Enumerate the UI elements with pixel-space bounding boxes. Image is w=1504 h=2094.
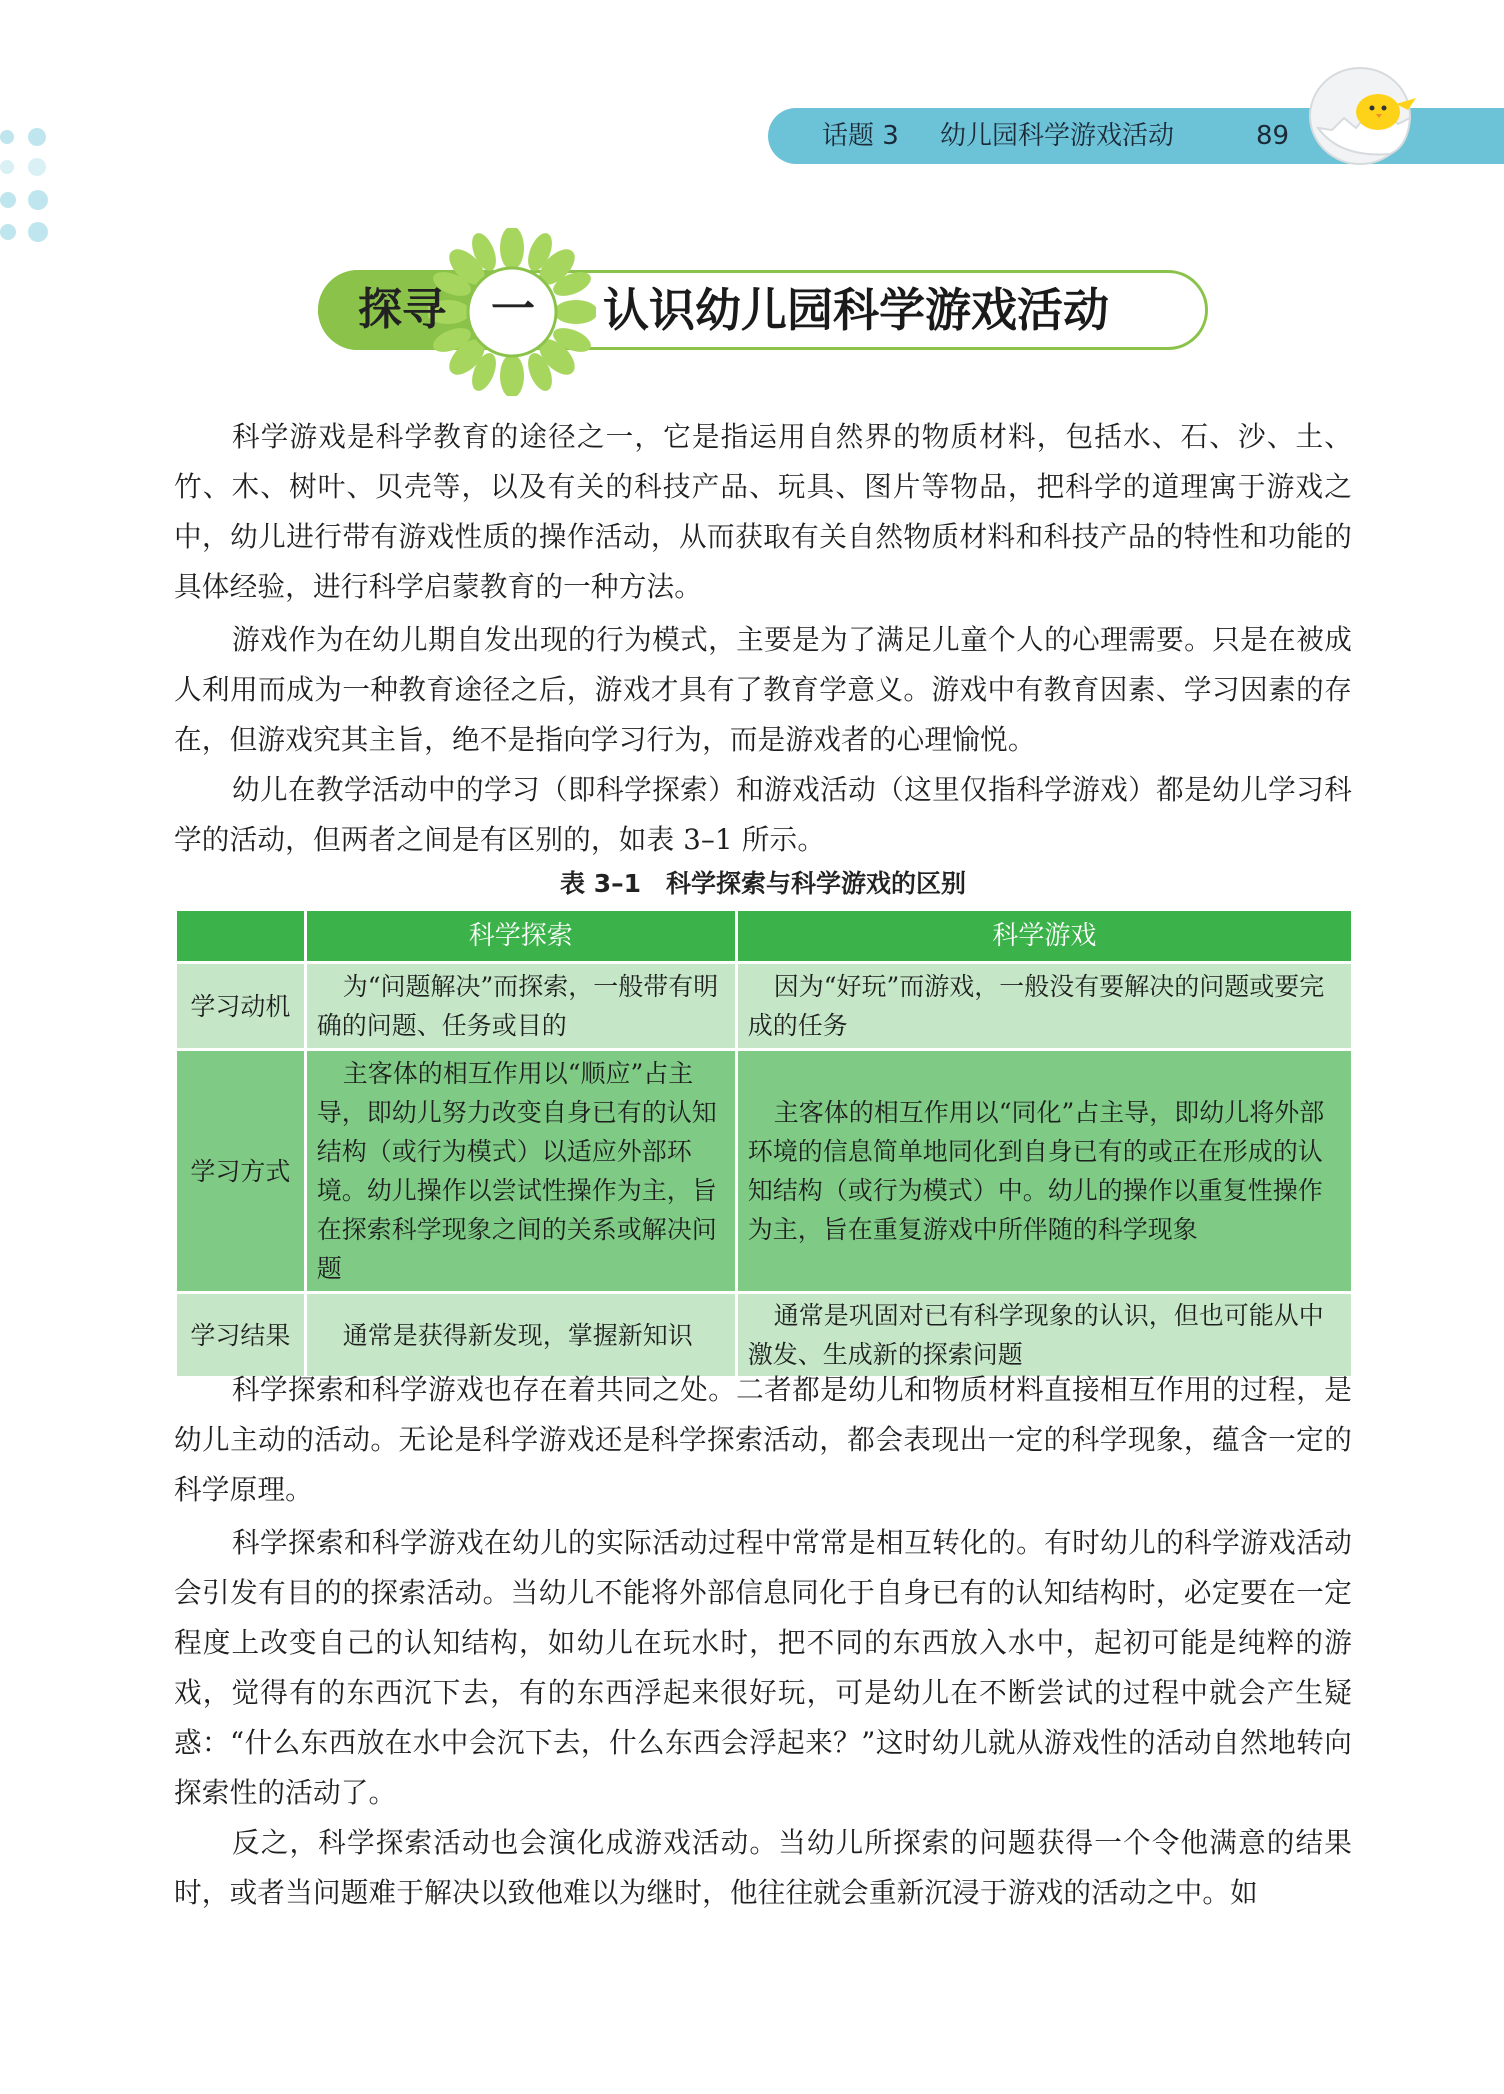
page-title: 认识幼儿园科学游戏活动	[603, 283, 1109, 337]
row-label: 学习方式	[176, 1050, 306, 1293]
table-cell: 通常是巩固对已有科学现象的认识，但也可能从中激发、生成新的探索问题	[736, 1293, 1352, 1378]
table-header-cell: 科学探索	[305, 910, 736, 963]
chick-egg-icon	[1300, 58, 1440, 168]
table-caption: 表 3–1 科学探索与科学游戏的区别	[560, 869, 966, 898]
paragraph: 科学探索和科学游戏也存在着共同之处。二者都是幼儿和物质材料直接相互作用的过程，是幼儿主动的活动。无论是科学游戏还是科学探索活动，都会表现出一定的科学现象，蕴含一定的科学原理。	[174, 1373, 1352, 1506]
section-tag: 探寻	[358, 284, 446, 335]
row-label: 学习动机	[176, 963, 306, 1050]
comparison-table	[174, 908, 1354, 1379]
section-title	[318, 222, 1218, 392]
table-header-row	[176, 910, 1353, 963]
table-cell: 因为“好玩”而游戏，一般没有要解决的问题或要完成的任务	[736, 963, 1352, 1050]
table-cell: 主客体的相互作用以“顺应”占主导，即幼儿努力改变自身已有的认知结构（或行为模式）以适应外部环境。幼儿操作以尝试性操作为主，旨在探索科学现象之间的关系或解决问题	[305, 1050, 736, 1293]
table-row	[176, 963, 1353, 1050]
table-header-cell	[176, 910, 306, 963]
paragraph: 科学游戏是科学教育的途径之一，它是指运用自然界的物质材料，包括水、石、沙、土、竹、木、树叶、贝壳等，以及有关的科技产品、玩具、图片等物品，把科学的道理寓于游戏之中，幼儿进行带有游戏性质的操作活动，从而获取有关自然物质材料和科技产品的特性和功能的具体经验，进行科学启蒙教育的一种方法。	[174, 420, 1352, 603]
page-number: 89	[1256, 121, 1290, 151]
paragraph: 反之，科学探索活动也会演化成游戏活动。当幼儿所探索的问题获得一个令他满意的结果时，或者当问题难于解决以致他难以为继时，他往往就会重新沉浸于游戏的活动之中。如	[174, 1826, 1352, 1909]
table-row	[176, 1050, 1353, 1293]
table-cell: 通常是获得新发现，掌握新知识	[305, 1293, 736, 1378]
table-cell: 为“问题解决”而探索，一般带有明确的问题、任务或目的	[305, 963, 736, 1050]
section-number: 一	[491, 284, 535, 335]
header-section: 幼儿园科学游戏活动	[940, 121, 1175, 151]
header-topic: 话题 3	[822, 121, 899, 151]
decorative-dots	[0, 120, 60, 250]
paragraph: 幼儿在教学活动中的学习（即科学探索）和游戏活动（这里仅指科学游戏）都是幼儿学习科学的活动，但两者之间是有区别的，如表 3–1 所示。	[174, 773, 1352, 856]
table-header-cell: 科学游戏	[736, 910, 1352, 963]
table-cell: 主客体的相互作用以“同化”占主导，即幼儿将外部环境的信息简单地同化到自身已有的或正在形成的认知结构（或行为模式）中。幼儿的操作以重复性操作为主，旨在重复游戏中所伴随的科学现象	[736, 1050, 1352, 1293]
paragraph: 游戏作为在幼儿期自发出现的行为模式，主要是为了满足儿童个人的心理需要。只是在被成人利用而成为一种教育途径之后，游戏才具有了教育学意义。游戏中有教育因素、学习因素的存在，但游戏究其主旨，绝不是指向学习行为，而是游戏者的心理愉悦。	[174, 623, 1352, 756]
paragraph: 科学探索和科学游戏在幼儿的实际活动过程中常常是相互转化的。有时幼儿的科学游戏活动会引发有目的的探索活动。当幼儿不能将外部信息同化于自身已有的认知结构时，必定要在一定程度上改变自己的认知结构，如幼儿在玩水时，把不同的东西放入水中，起初可能是纯粹的游戏，觉得有的东西沉下去，有的东西浮起来很好玩，可是幼儿在不断尝试的过程中就会产生疑惑：“什么东西放在水中会沉下去，什么东西会浮起来？”这时幼儿就从游戏性的活动自然地转向探索性的活动了。	[174, 1526, 1352, 1809]
row-label: 学习结果	[176, 1293, 306, 1378]
